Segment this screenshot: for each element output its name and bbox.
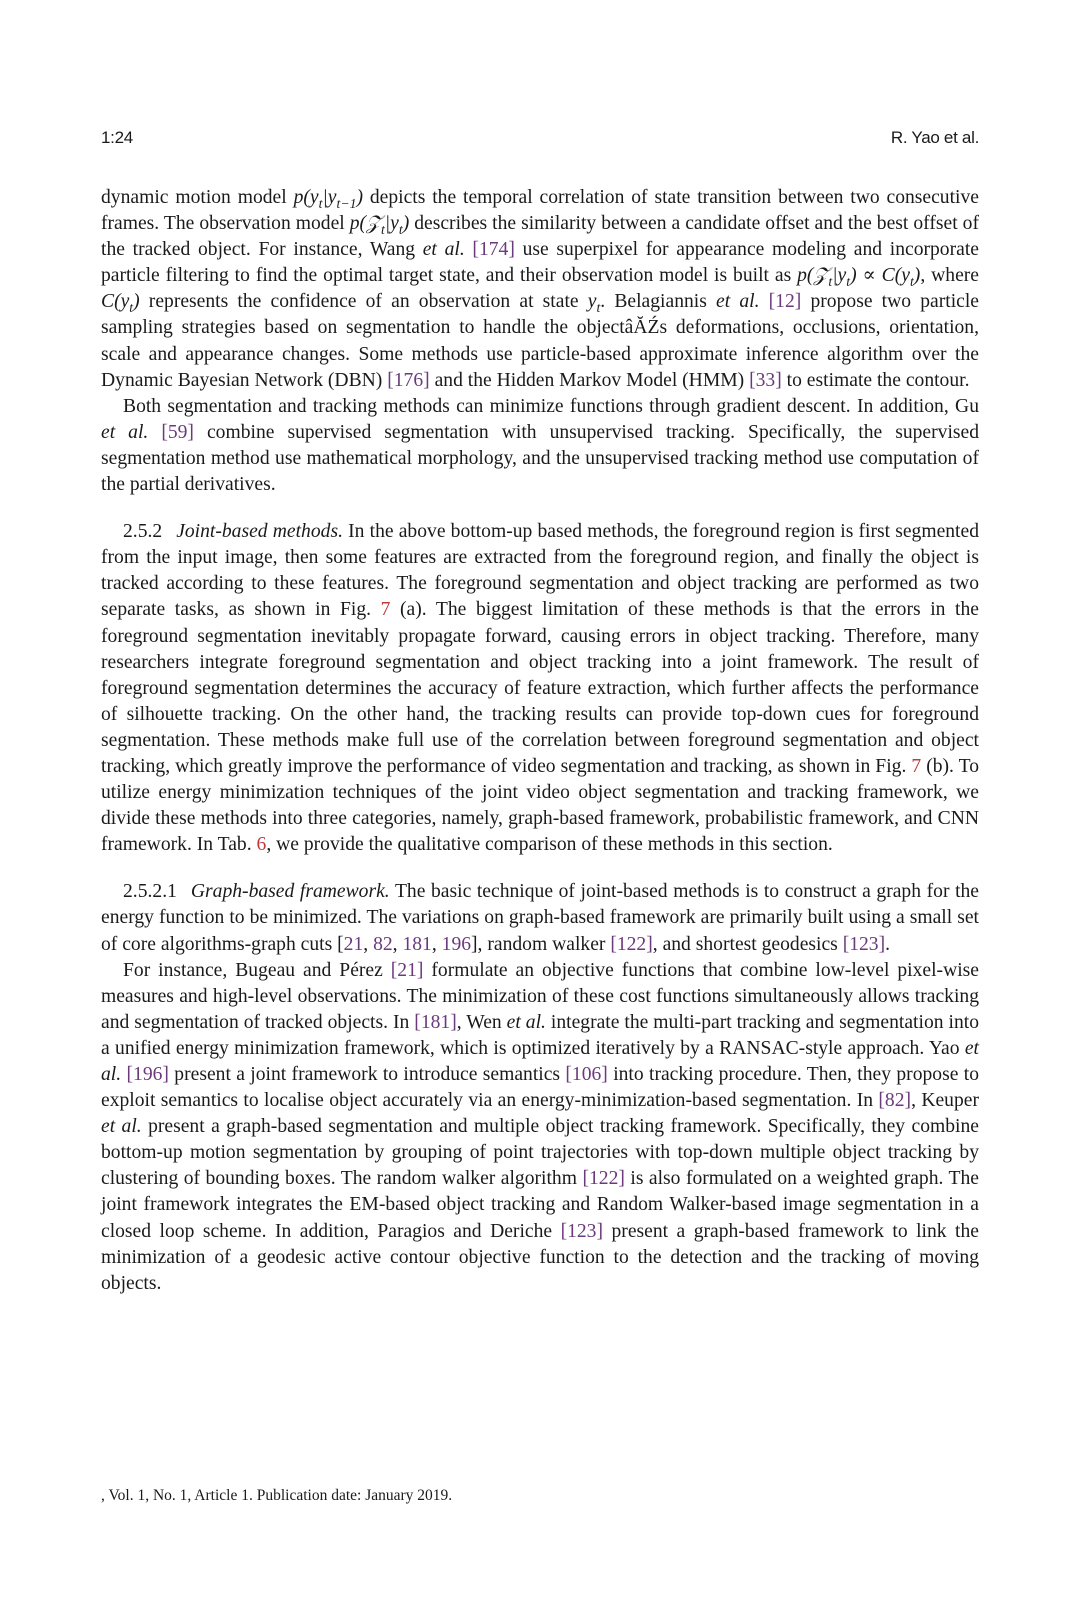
math-proportional: $p(𝒵_t|y_t) \propto C(y_t)$ — [797, 265, 921, 290]
citation-link[interactable]: 82 — [373, 933, 393, 955]
citation-link[interactable]: [123] — [842, 933, 886, 955]
citation-link[interactable]: [122] — [582, 1168, 625, 1190]
table-reference-link[interactable]: 6 — [256, 834, 267, 856]
citation-link[interactable]: [21] — [390, 959, 424, 981]
citation-link[interactable]: 181 — [402, 933, 432, 955]
paragraph-particle-filter: dynamic motion model $p(y_t|y_{t-1})$ depicts the temporal correlation of state transition between two consecutive frames. The observation model $p(𝒵_t|y_t)$ describes the similarity between a candidate offset and the best offset of the tracked object. For instance, Wang et al. [174] use superpixel for appearance modeling and incorporate particle filtering to find the optimal target state, and their observation model is built as $p(𝒵_t|y_t) \propto C(y_t)$, where $C(y_t)$ represents the confidence of an observation at state $y_t$. Belagiannis et al. [12] propose two particle sampling strategies based on segmentation to handle the objectâĂŹs deformations, occlusions, orientation, scale and appearance changes. Some methods use particle-based approximate inference algorithm over the Dynamic Bayesian Network (DBN) [176] and the Hidden Markov Model (HMM) [33] to estimate the contour. — [101, 187, 979, 391]
citation-link[interactable]: [176] — [387, 369, 430, 391]
section-title: Graph-based framework. — [190, 881, 390, 903]
citation-link[interactable]: 196 — [441, 933, 472, 955]
citation-link[interactable]: 21 — [343, 933, 364, 955]
math-state: $y_t$ — [587, 291, 601, 316]
figure-reference-link[interactable]: 7 — [911, 755, 922, 777]
page-number: 1:24 — [101, 128, 133, 147]
citation-link[interactable]: [12] — [768, 291, 802, 313]
section-graph-based-framework: 2.5.2.1 Graph-based framework. The basic technique of joint-based methods is to construct a graph for the energy function to be minimized. The variations on graph-based framework are primarily built using a small set of core algorithms-graph cuts [21, 82, 181, 196], random walker [122], and shortest geodesics [123]. — [101, 881, 980, 955]
running-authors: R. Yao et al. — [890, 128, 979, 147]
section-number: 2.5.2 — [123, 521, 163, 543]
math-observation-model: $p(𝒵_t|y_t)$ — [349, 213, 410, 237]
paragraph-gradient-descent: Both segmentation and tracking methods can minimize functions through gradient descent. In addition, Gu et al. [59] combine supervised segmentation with unsupervised tracking. Specifically, the supervised segmentation method use mathematical morphology, and the unsupervised tracking method use computation of the partial derivatives. — [101, 395, 980, 496]
section-joint-based-methods: 2.5.2 Joint-based methods. In the above bottom-up based methods, the foreground region is first segmented from the input image, then some features are extracted from the foreground region, and finally the object is tracked according to these features. The foreground segmentation and object tracking are performed as two separate tasks, as shown in Fig. 7 (a). The biggest limitation of these methods is that the errors in the foreground segmentation inevitably propagate forward, causing errors in object tracking. Therefore, many researchers integrate foreground segmentation and object tracking into a joint framework. The result of foreground segmentation determines the accuracy of feature extraction, which further affects the performance of silhouette tracking. On the other hand, the tracking results can provide top-down cues for foreground segmentation. These methods make full use of the correlation between foreground segmentation and object tracking, which greatly improve the performance of video segmentation and tracking, as shown in Fig. 7 (b). To utilize energy minimization techniques of the joint video object segmentation and tracking framework, we divide these methods into three categories, namely, graph-based framework, probabilistic framework, and CNN framework. In Tab. 6, we provide the qualitative comparison of these methods in this section. — [101, 521, 979, 856]
citation-link[interactable]: [82] — [878, 1090, 912, 1112]
math-dynamic-model: $p(y_t|y_{t-1})$ — [293, 187, 363, 211]
citation-link[interactable]: [181] — [414, 1011, 457, 1033]
citation-link[interactable]: [196] — [126, 1064, 169, 1085]
page-footer: , Vol. 1, No. 1, Article 1. Publication date: January 2019. — [101, 1487, 453, 1504]
citation-link[interactable]: [33] — [749, 369, 782, 391]
figure-reference-link[interactable]: 7 — [380, 599, 391, 621]
citation-link[interactable]: [59] — [161, 421, 194, 443]
citation-link[interactable]: [122] — [610, 933, 653, 955]
running-head — [101, 128, 979, 152]
math-confidence: $C(y_t)$ — [101, 291, 140, 316]
body-text — [101, 185, 979, 1297]
citation-link[interactable]: [106] — [565, 1064, 608, 1085]
section-number: 2.5.2.1 — [123, 881, 177, 903]
citation-link[interactable]: [123] — [560, 1220, 604, 1242]
paragraph-graph-examples: For instance, Bugeau and Pérez [21] formulate an objective functions that combine low-level pixel-wise measures and high-level observations. The minimization of these cost functions simultaneously allows tracking and segmentation of tracked objects. In [181], Wen et al. integrate the multi-part tracking and segmentation into a unified energy minimization framework, which is optimized iteratively by a RANSAC-style approach. Yao et al. [196] present a joint framework to introduce semantics [106] into tracking procedure. Then, they propose to exploit semantics to localise object accurately via an energy-minimization-based segmentation. In [82], Keuper et al. present a graph-based segmentation and multiple object tracking framework. Specifically, they combine bottom-up motion segmentation by grouping of point trajectories with top-down multiple object tracking by clustering of bounding boxes. The random walker algorithm [122] is also formulated on a weighted graph. The joint framework integrates the EM-based object tracking and Random Walker-based image segmentation in a closed loop scheme. In addition, Paragios and Deriche [123] present a graph-based framework to link the minimization of a geodesic active contour objective function to the detection and the tracking of moving objects. — [101, 959, 979, 1294]
section-title: Joint-based methods. — [176, 521, 343, 543]
citation-link[interactable]: [174] — [472, 239, 515, 261]
